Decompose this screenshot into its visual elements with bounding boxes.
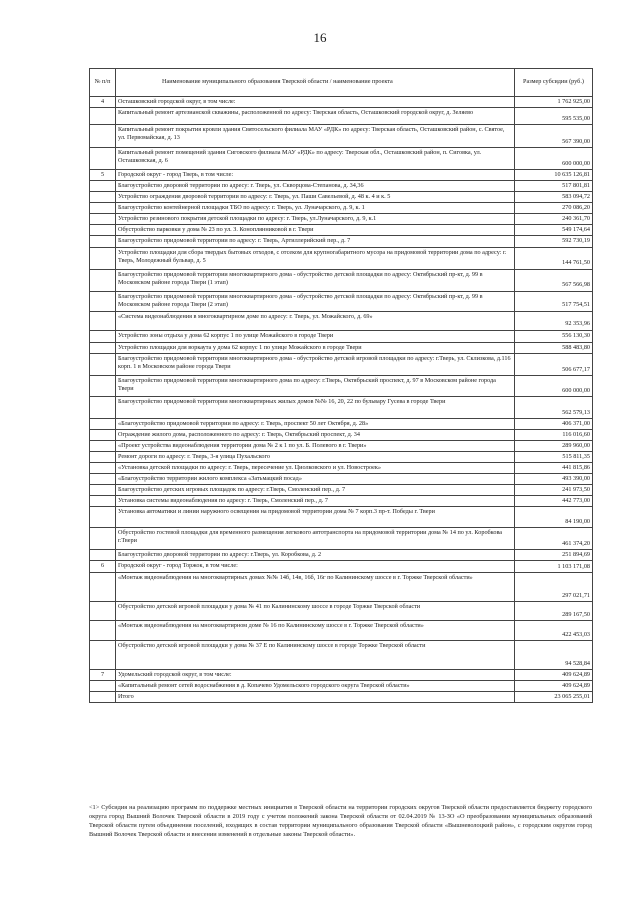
table-row — [90, 621, 593, 641]
project-name: «Проект устройства видеонаблюдения территории дома № 2 к 1 по ул. Б. Полевого в г. Твери» — [116, 440, 515, 451]
table-row — [90, 473, 593, 484]
subsidy-amount: 600 000,00 — [515, 148, 593, 170]
subsidy-amount: 289 167,50 — [515, 602, 593, 621]
row-number — [90, 507, 116, 528]
project-name: Капитальный ремонт покрытия кровли здания Святосельского филиала МАУ «РДК» по адресу: Тверская область, Осташковский район, с. Святое, ул. Первомайская, д. 13 — [116, 125, 515, 148]
project-name: Устройство зоны отдыха у дома 62 корпус 1 по улице Можайского в городе Твери — [116, 330, 515, 342]
project-name: Благоустройство дворовой территории по адресу: г. Тверь, ул. Скворцова-Степанова, д. 34,36 — [116, 181, 515, 192]
subsidy-amount: 441 815,86 — [515, 462, 593, 473]
subsidy-amount: 562 579,13 — [515, 396, 593, 418]
subsidy-amount: 600 000,00 — [515, 375, 593, 396]
row-number — [90, 148, 116, 170]
subsidy-amount: 517 801,81 — [515, 181, 593, 192]
table-row — [90, 602, 593, 621]
table-row — [90, 496, 593, 507]
subsidy-amount: 241 973,50 — [515, 484, 593, 495]
subsidy-amount: 515 811,35 — [515, 451, 593, 462]
subsidy-amount: 549 174,64 — [515, 225, 593, 236]
table-row — [90, 125, 593, 148]
project-name: Итого — [116, 692, 515, 703]
table-row — [90, 484, 593, 495]
project-name: «Капитальный ремонт сетей водоснабжения в д. Копачево Удомельского городского округа Тверской области» — [116, 681, 515, 692]
subsidy-amount: 442 773,00 — [515, 496, 593, 507]
subsidy-amount: 406 371,00 — [515, 418, 593, 429]
project-name: Установка системы видеонаблюдения по адресу: г. Тверь, Смоленский пер., д. 7 — [116, 496, 515, 507]
project-name: «Монтаж видеонаблюдения на многоквартирном доме № 16 по Калининскому шоссе в г. Торжке Тверской области» — [116, 621, 515, 641]
table-row — [90, 342, 593, 353]
subsidy-amount: 583 094,72 — [515, 192, 593, 203]
subsidy-amount: 94 528,84 — [515, 641, 593, 670]
row-number — [90, 496, 116, 507]
subsidy-amount: 517 754,51 — [515, 291, 593, 311]
table-row — [90, 291, 593, 311]
subsidy-amount: 567 390,00 — [515, 125, 593, 148]
project-name: Благоустройство придомовой территории многоквартирного дома - обустройство детской игровой площадки по адресу: г.Тверь, ул. Склизкова, д.116 корп. 1 в Московском районе города Твери — [116, 353, 515, 375]
header-name: Наименование муниципального образования Тверской области / наименование проекта — [116, 69, 515, 97]
project-name: Устройство площадки для сбора твердых бытовых отходов, с отсеком для крупногабаритного мусора на придомовой территории дома по адресу: г. Тверь, Молодежный бульвар, д. 5 — [116, 247, 515, 269]
table-row — [90, 396, 593, 418]
header-amount: Размер субсидии (руб.) — [515, 69, 593, 97]
table-row — [90, 561, 593, 573]
project-name: «Система видеонаблюдения в многоквартирном доме по адресу: г. Тверь, ул. Можайского, д. 69» — [116, 311, 515, 330]
row-number — [90, 342, 116, 353]
row-number — [90, 451, 116, 462]
subsidy-amount: 297 021,71 — [515, 573, 593, 602]
subsidy-amount: 1 103 171,08 — [515, 561, 593, 573]
row-number — [90, 247, 116, 269]
row-number: 7 — [90, 670, 116, 681]
project-name: Обустройство детской игровой площадки у дома № 41 по Калининскому шоссе в городе Торжке Тверской области — [116, 602, 515, 621]
project-name: Обустройство гостевой площадки для временного размещения легкового автотранспорта на придомовой территории дома № 14 по ул. Коробкова г.Твери — [116, 528, 515, 550]
subsidy-amount: 144 761,50 — [515, 247, 593, 269]
row-number — [90, 462, 116, 473]
project-name: Благоустройство придомовой территории по адресу: г. Тверь, Артиллерийский пер., д. 7 — [116, 236, 515, 247]
subsidy-amount: 461 374,20 — [515, 528, 593, 550]
project-name: Городской округ - город Торжок, в том числе: — [116, 561, 515, 573]
table-row — [90, 214, 593, 225]
row-number — [90, 681, 116, 692]
subsidy-amount: 409 624,89 — [515, 681, 593, 692]
project-name: «Благоустройство придомовой территории по адресу: г. Тверь, проспект 50 лет Октября, д. 28» — [116, 418, 515, 429]
table-row — [90, 550, 593, 561]
table-row — [90, 97, 593, 108]
table-row — [90, 451, 593, 462]
row-number — [90, 418, 116, 429]
row-number: 6 — [90, 561, 116, 573]
header-num: № п/п — [90, 69, 116, 97]
project-name: Благоустройство придомовой территории многоквартирных жилых домов №№ 16, 20, 22 по бульвару Гусева в городе Твери — [116, 396, 515, 418]
page-number: 16 — [313, 30, 327, 45]
row-number — [90, 396, 116, 418]
table-row — [90, 670, 593, 681]
row-number — [90, 353, 116, 375]
subsidy-amount: 240 361,70 — [515, 214, 593, 225]
project-name: Ограждение жилого дома, расположенного по адресу: г. Тверь, Октябрьский проспект, д. 34 — [116, 429, 515, 440]
subsidy-table — [89, 68, 593, 703]
table-row — [90, 192, 593, 203]
table-row — [90, 573, 593, 602]
table-row — [90, 462, 593, 473]
table-row — [90, 418, 593, 429]
subsidy-amount: 289 960,00 — [515, 440, 593, 451]
row-number — [90, 236, 116, 247]
subsidy-amount: 493 390,00 — [515, 473, 593, 484]
subsidy-amount: 506 677,17 — [515, 353, 593, 375]
project-name: Установка автоматики и линии наружного освещения на придомовой территории дома № 7 корп.3 пр-т. Победы г. Твери — [116, 507, 515, 528]
table-row — [90, 148, 593, 170]
table-header-row — [90, 69, 593, 97]
row-number — [90, 550, 116, 561]
table-row — [90, 181, 593, 192]
subsidy-amount: 10 635 126,81 — [515, 170, 593, 181]
subsidy-amount: 116 016,60 — [515, 429, 593, 440]
project-name: Капитальный ремонт помещений здания Сиговского филиала МАУ «РДК» по адресу: Тверская обл., Осташковский район, п. Сиговка, ул. Осташковская, д. 6 — [116, 148, 515, 170]
row-number — [90, 311, 116, 330]
subsidy-amount: 567 566,98 — [515, 269, 593, 291]
table-row — [90, 170, 593, 181]
subsidy-amount: 556 130,30 — [515, 330, 593, 342]
project-name: Устройство резинового покрытия детской площадки по адресу: г. Тверь, ул.Луначарского, д. 9, к.1 — [116, 214, 515, 225]
row-number — [90, 484, 116, 495]
subsidy-amount: 84 190,00 — [515, 507, 593, 528]
subsidy-amount: 422 453,03 — [515, 621, 593, 641]
table-row — [90, 429, 593, 440]
table-row — [90, 375, 593, 396]
subsidy-amount: 409 624,89 — [515, 670, 593, 681]
row-number: 4 — [90, 97, 116, 108]
row-number — [90, 573, 116, 602]
subsidy-amount: 270 086,20 — [515, 203, 593, 214]
table-row — [90, 692, 593, 703]
row-number — [90, 192, 116, 203]
row-number — [90, 621, 116, 641]
row-number — [90, 429, 116, 440]
table-row — [90, 203, 593, 214]
table-row — [90, 641, 593, 670]
row-number — [90, 225, 116, 236]
table-row — [90, 440, 593, 451]
row-number: 5 — [90, 170, 116, 181]
project-name: Устройство площадки для воркаута у дома 62 корпус 1 по улице Можайского в городе Твери — [116, 342, 515, 353]
table-row — [90, 269, 593, 291]
project-name: Благоустройство придомовой территории многоквартирного дома - обустройство детской площадки по адресу: Октябрьский пр-кт, д. 99 в Московском районе города Твери (1 этап) — [116, 269, 515, 291]
row-number — [90, 125, 116, 148]
row-number — [90, 473, 116, 484]
subsidy-amount: 1 762 925,00 — [515, 97, 593, 108]
row-number — [90, 330, 116, 342]
row-number — [90, 291, 116, 311]
table-row — [90, 681, 593, 692]
subsidy-amount: 92 353,96 — [515, 311, 593, 330]
row-number — [90, 108, 116, 125]
row-number — [90, 692, 116, 703]
row-number — [90, 641, 116, 670]
project-name: «Установка детской площадки по адресу: г. Тверь, пересечение ул. Циолковского и ул. Новостроек» — [116, 462, 515, 473]
row-number — [90, 375, 116, 396]
project-name: Благоустройство детских игровых площадок по адресу: г.Тверь, Смоленский пер., д. 7 — [116, 484, 515, 495]
project-name: Капитальный ремонт артезианской скважины, расположенной по адресу: Тверская область, Осташковский городской округ, д. Зеляево — [116, 108, 515, 125]
table-row — [90, 247, 593, 269]
project-name: Благоустройство придомовой территории многоквартирного дома по адресу: г.Тверь, Октябрьский проспект, д. 97 в Московском районе города Твери — [116, 375, 515, 396]
row-number — [90, 214, 116, 225]
table-row — [90, 507, 593, 528]
project-name: Осташковский городской округ, в том числе: — [116, 97, 515, 108]
row-number — [90, 602, 116, 621]
row-number — [90, 528, 116, 550]
table-row — [90, 353, 593, 375]
row-number — [90, 203, 116, 214]
project-name: Удомельский городской округ, в том числе: — [116, 670, 515, 681]
row-number — [90, 181, 116, 192]
project-name: Благоустройство контейнерной площадки ТБО по адресу: г. Тверь, ул. Луначарского, д. 9, к. 1 — [116, 203, 515, 214]
subsidy-amount: 251 894,69 — [515, 550, 593, 561]
project-name: «Благоустройство территории жилого комплекса «Затьмацкий посад» — [116, 473, 515, 484]
row-number — [90, 440, 116, 451]
subsidy-amount: 588 483,80 — [515, 342, 593, 353]
table-row — [90, 236, 593, 247]
row-number — [90, 269, 116, 291]
subsidy-amount: 595 535,00 — [515, 108, 593, 125]
table-row — [90, 311, 593, 330]
table-row — [90, 528, 593, 550]
subsidy-amount: 23 065 255,01 — [515, 692, 593, 703]
project-name: «Монтаж видеонаблюдения на многоквартирных домах №№ 14б, 14в, 16б, 16г по Калининскому шоссе в г. Торжке Тверской области» — [116, 573, 515, 602]
project-name: Благоустройство придомовой территории многоквартирного дома - обустройство детской площадки по адресу: Октябрьский пр-кт, д. 99 в Московском районе города Твери (2 этап) — [116, 291, 515, 311]
project-name: Благоустройство дворовой территории по адресу: г.Тверь, ул. Коробкова, д. 2 — [116, 550, 515, 561]
subsidy-amount: 592 730,19 — [515, 236, 593, 247]
project-name: Обустройство парковки у дома № 23 по ул. З. Коноплянниковой в г. Твери — [116, 225, 515, 236]
project-name: Городской округ - город Тверь, в том числе: — [116, 170, 515, 181]
project-name: Устройство ограждения дворовой территории по адресу: г. Тверь, ул. Паши Савельевой, д. 48 к. 4 и к. 5 — [116, 192, 515, 203]
table-row — [90, 225, 593, 236]
table-row — [90, 108, 593, 125]
footnote: <1> Субсидия на реализацию программ по поддержке местных инициатив в Тверской области на территории городских округов Тверской области предоставляется бюджету городского округа город Вышний Волочек Тверской области в 2019 году с учетом положений закона Тверской области от 02.04.2019 № 13-ЗО «О преобразовании муниципальных образований Тверской области путем объединения поселений, входящих в состав территории муниципального образования Тверской области «Вышневолоцкий район», с городским округом город Вышний Волочек Тверской области и внесении изменений в отдельные законы Тверской области». — [89, 804, 592, 839]
project-name: Ремонт дороги по адресу: г. Тверь, 3-я улица Пухальского — [116, 451, 515, 462]
table-row — [90, 330, 593, 342]
project-name: Обустройство детской игровой площадки у дома № 37 Е по Калининскому шоссе в городе Торжке Тверской области — [116, 641, 515, 670]
